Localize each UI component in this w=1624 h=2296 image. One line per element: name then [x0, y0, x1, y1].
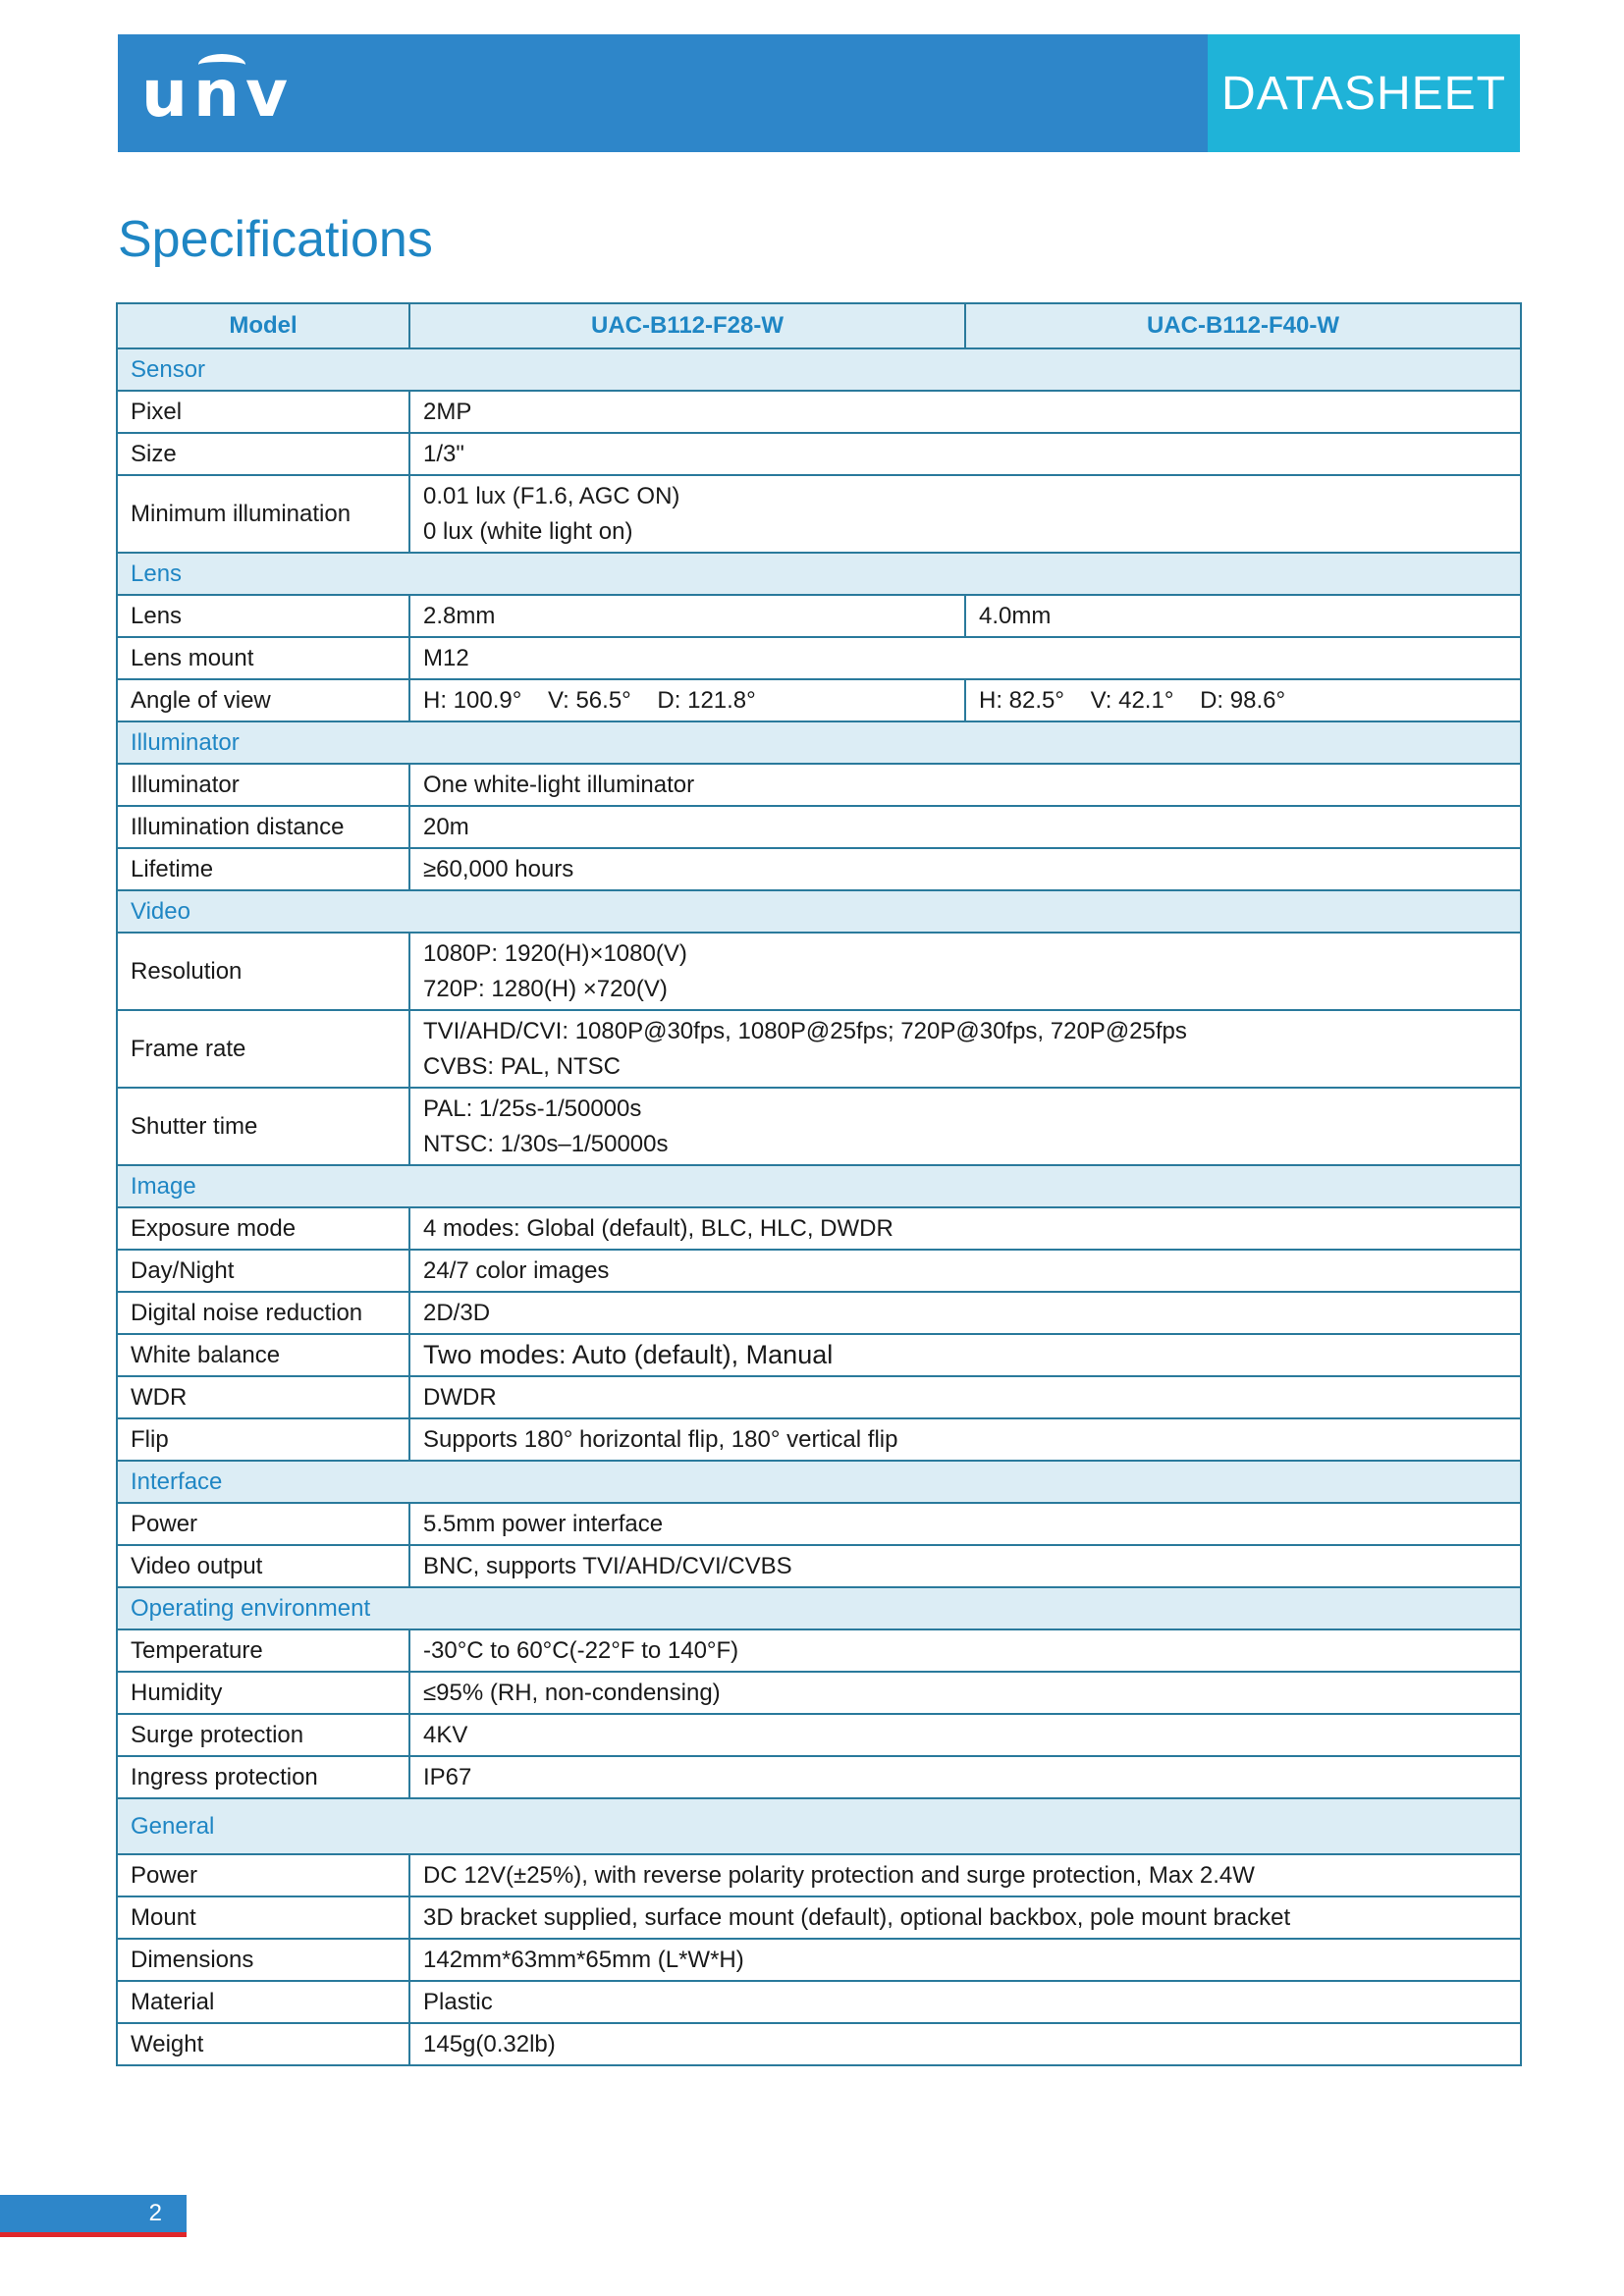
- section-label: Image: [117, 1165, 1521, 1207]
- table-row: [117, 1545, 1521, 1587]
- row-label: Lens: [117, 595, 409, 637]
- table-row: [117, 1207, 1521, 1250]
- row-value: 142mm*63mm*65mm (L*W*H): [409, 1939, 1521, 1981]
- table-row: [117, 1376, 1521, 1418]
- row-label: Exposure mode: [117, 1207, 409, 1250]
- row-label: White balance: [117, 1334, 409, 1376]
- spec-table: [116, 302, 1522, 2066]
- value-line: PAL: 1/25s-1/50000s: [423, 1095, 642, 1122]
- row-value: 4KV: [409, 1714, 1521, 1756]
- row-label: Flip: [117, 1418, 409, 1461]
- value-line: 1080P: 1920(H)×1080(V): [423, 939, 687, 967]
- value-line: 0 lux (white light on): [423, 517, 633, 545]
- datasheet-badge: DATASHEET: [1208, 34, 1520, 152]
- section-label: Interface: [117, 1461, 1521, 1503]
- value-line: CVBS: PAL, NTSC: [423, 1052, 621, 1080]
- row-label: Weight: [117, 2023, 409, 2065]
- section-lens: [117, 553, 1521, 595]
- row-value: -30°C to 60°C(-22°F to 140°F): [409, 1629, 1521, 1672]
- page-title: Specifications: [118, 211, 433, 268]
- row-label: Ingress protection: [117, 1756, 409, 1798]
- section-label: Illuminator: [117, 721, 1521, 764]
- section-interface: [117, 1461, 1521, 1503]
- value-line: TVI/AHD/CVI: 1080P@30fps, 1080P@25fps; 720P@30fps, 720P@25fps: [423, 1017, 1187, 1044]
- row-label: Illumination distance: [117, 806, 409, 848]
- table-row: [117, 848, 1521, 890]
- row-value: ≤95% (RH, non-condensing): [409, 1672, 1521, 1714]
- table-row: [117, 1010, 1521, 1088]
- table-row: [117, 637, 1521, 679]
- table-row: [117, 1672, 1521, 1714]
- row-label: Power: [117, 1503, 409, 1545]
- section-label: Operating environment: [117, 1587, 1521, 1629]
- table-row: [117, 1939, 1521, 1981]
- section-label: Video: [117, 890, 1521, 933]
- section-sensor: [117, 348, 1521, 391]
- header-model: Model: [117, 303, 409, 348]
- row-value: [409, 475, 1521, 553]
- header-banner: [118, 34, 1520, 152]
- row-value: 2D/3D: [409, 1292, 1521, 1334]
- table-row: [117, 933, 1521, 1010]
- row-value: 24/7 color images: [409, 1250, 1521, 1292]
- row-label: Mount: [117, 1896, 409, 1939]
- row-label: Dimensions: [117, 1939, 409, 1981]
- table-row: [117, 1250, 1521, 1292]
- logo-arc-icon: [198, 54, 245, 76]
- row-label: Shutter time: [117, 1088, 409, 1165]
- row-value: 2MP: [409, 391, 1521, 433]
- section-label: Lens: [117, 553, 1521, 595]
- row-value: One white-light illuminator: [409, 764, 1521, 806]
- row-label: Resolution: [117, 933, 409, 1010]
- table-row: [117, 1418, 1521, 1461]
- row-label: Minimum illumination: [117, 475, 409, 553]
- row-label: Temperature: [117, 1629, 409, 1672]
- row-label: Digital noise reduction: [117, 1292, 409, 1334]
- table-row: [117, 1714, 1521, 1756]
- row-value-f40: H: 82.5° V: 42.1° D: 98.6°: [965, 679, 1521, 721]
- row-label: Frame rate: [117, 1010, 409, 1088]
- table-header-row: [117, 303, 1521, 348]
- table-row: [117, 1088, 1521, 1165]
- row-label: Angle of view: [117, 679, 409, 721]
- table-row: [117, 1981, 1521, 2023]
- value-line: NTSC: 1/30s–1/50000s: [423, 1130, 669, 1157]
- section-operating-environment: [117, 1587, 1521, 1629]
- row-value: 20m: [409, 806, 1521, 848]
- row-label: Material: [117, 1981, 409, 2023]
- table-row: [117, 1629, 1521, 1672]
- section-label: Sensor: [117, 348, 1521, 391]
- row-label: Illuminator: [117, 764, 409, 806]
- table-row: [117, 2023, 1521, 2065]
- header-model-f40: UAC-B112-F40-W: [965, 303, 1521, 348]
- row-value: 145g(0.32lb): [409, 2023, 1521, 2065]
- section-label: General: [117, 1798, 1521, 1854]
- row-value: BNC, supports TVI/AHD/CVI/CVBS: [409, 1545, 1521, 1587]
- table-row: [117, 1854, 1521, 1896]
- table-row: [117, 595, 1521, 637]
- row-value: DWDR: [409, 1376, 1521, 1418]
- row-label: Video output: [117, 1545, 409, 1587]
- table-row: [117, 1503, 1521, 1545]
- row-value: ≥60,000 hours: [409, 848, 1521, 890]
- row-value: DC 12V(±25%), with reverse polarity protection and surge protection, Max 2.4W: [409, 1854, 1521, 1896]
- table-row: [117, 1334, 1521, 1376]
- row-value-f28: H: 100.9° V: 56.5° D: 121.8°: [409, 679, 965, 721]
- section-video: [117, 890, 1521, 933]
- table-row: [117, 679, 1521, 721]
- table-row: [117, 1292, 1521, 1334]
- unv-logo: [141, 52, 294, 134]
- page-number: 2: [0, 2195, 187, 2232]
- table-row: [117, 391, 1521, 433]
- row-label: Surge protection: [117, 1714, 409, 1756]
- logo-text: unv: [141, 55, 294, 132]
- section-illuminator: [117, 721, 1521, 764]
- header-model-f28: UAC-B112-F28-W: [409, 303, 965, 348]
- value-line: 720P: 1280(H) ×720(V): [423, 975, 668, 1002]
- row-value: [409, 1010, 1521, 1088]
- row-value: M12: [409, 637, 1521, 679]
- row-label: Humidity: [117, 1672, 409, 1714]
- row-value: 3D bracket supplied, surface mount (default), optional backbox, pole mount bracket: [409, 1896, 1521, 1939]
- row-label: Pixel: [117, 391, 409, 433]
- row-label: Power: [117, 1854, 409, 1896]
- row-value: [409, 1088, 1521, 1165]
- row-label: Lens mount: [117, 637, 409, 679]
- row-value-f40: 4.0mm: [965, 595, 1521, 637]
- table-row: [117, 1756, 1521, 1798]
- row-value: IP67: [409, 1756, 1521, 1798]
- value-line: 0.01 lux (F1.6, AGC ON): [423, 482, 680, 509]
- row-value: 1/3": [409, 433, 1521, 475]
- section-image: [117, 1165, 1521, 1207]
- table-row: [117, 1896, 1521, 1939]
- row-value: Plastic: [409, 1981, 1521, 2023]
- row-label: WDR: [117, 1376, 409, 1418]
- table-row: [117, 433, 1521, 475]
- row-value-f28: 2.8mm: [409, 595, 965, 637]
- table-row: [117, 475, 1521, 553]
- row-label: Lifetime: [117, 848, 409, 890]
- row-value: 5.5mm power interface: [409, 1503, 1521, 1545]
- section-general: [117, 1798, 1521, 1854]
- footer-accent-line: [0, 2232, 187, 2237]
- row-label: Size: [117, 433, 409, 475]
- row-value: [409, 933, 1521, 1010]
- row-value: Two modes: Auto (default), Manual: [409, 1334, 1521, 1376]
- table-row: [117, 764, 1521, 806]
- table-row: [117, 806, 1521, 848]
- row-value: 4 modes: Global (default), BLC, HLC, DWDR: [409, 1207, 1521, 1250]
- row-label: Day/Night: [117, 1250, 409, 1292]
- row-value: Supports 180° horizontal flip, 180° vertical flip: [409, 1418, 1521, 1461]
